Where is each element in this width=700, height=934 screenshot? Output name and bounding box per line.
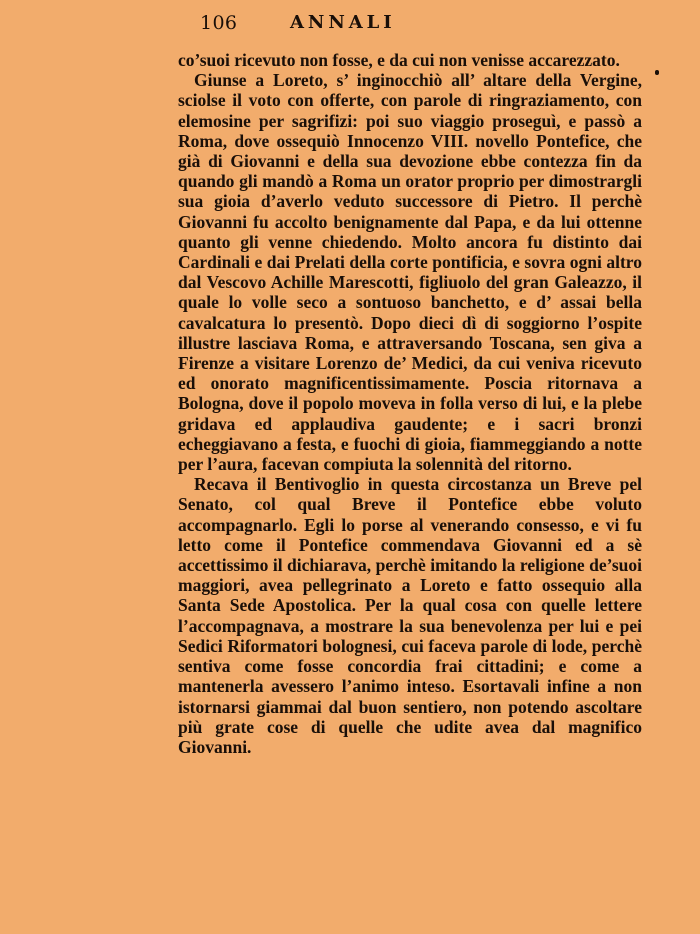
paragraph-papal-breve [178, 474, 642, 757]
page-number: 106 [200, 12, 238, 34]
paragraph-text: co’suoi ricevuto non fosse, e da cui non venisse accarezzato. [178, 50, 620, 70]
running-head: ANNALI [290, 12, 396, 33]
body-text [178, 50, 642, 757]
paragraph-text: Giunse a Loreto, s’ inginocchiò all’ altare della Vergine, sciolse il voto con offerte, con parole di ringraziamento, con elemosine per sagrifizi: poi suo viaggio proseguì, e passò a Roma, dove ossequiò Innocenzo VIII. novello Pontefice, che già di Giovanni e della sua devozione ebbe contezza fin da quando gli mandò a Roma un orator proprio per dimostrargli sua gioia d’averlo veduto successore di Pietro. Il perchè Giovanni fu accolto benignamente dal Papa, e da lui ottenne quanto gli venne chiedendo. Molto ancora fu distinto dai Cardinali e dai Prelati della corte pontificia, e sovra ogni altro dal Vescovo Achille Marescotti, figliuolo del gran Galeazzo, il quale lo volle seco a sontuoso banchetto, e d’ assai bella cavalcatura lo presentò. Dopo dieci dì di soggiorno l’ospite illustre lasciava Roma, e attraversando Toscana, sen giva a Firenze a visitare Lorenzo de’ Medici, da cui veniva ricevuto ed onorato magnificentissimamente. Poscia ritornava a Bologna, dove il popolo moveva in folla verso di lui, e la plebe gridava ed applaudiva gaudente; e i sacri bronzi echeggiavano a festa, e fuochi di gioia, fiammeggiando a notte per l’aura, facevan compiuta la solennità del ritorno. [178, 70, 642, 475]
page-header [200, 12, 500, 38]
paragraph-continuation [178, 50, 642, 70]
paragraph-loreto-journey [178, 70, 642, 474]
ink-speck [655, 70, 659, 75]
paragraph-text: Recava il Bentivoglio in questa circostanza un Breve pel Senato, col qual Breve il Pontefice ebbe voluto accompagnarlo. Egli lo porse al venerando consesso, e vi fu letto come il Pontefice commendava Giovanni ed a sè accettissimo il dichiarava, perchè imitando la religione de’suoi maggiori, avea pellegrinato a Loreto e fatto ossequio alla Santa Sede Apostolica. Per la qual cosa con quelle lettere l’accompagnava, a mostrare la sua benevolenza per lui e pei Sedici Riformatori bolognesi, cui faceva parole di lode, perchè sentiva come fosse concordia frai cittadini; e come a mantenerla avessero l’animo inteso. Esortavali infine a non istornarsi giammai dal buon sentiero, non potendo ascoltare più grate cose di quelle che udite avea dal magnifico Giovanni. [178, 474, 642, 757]
